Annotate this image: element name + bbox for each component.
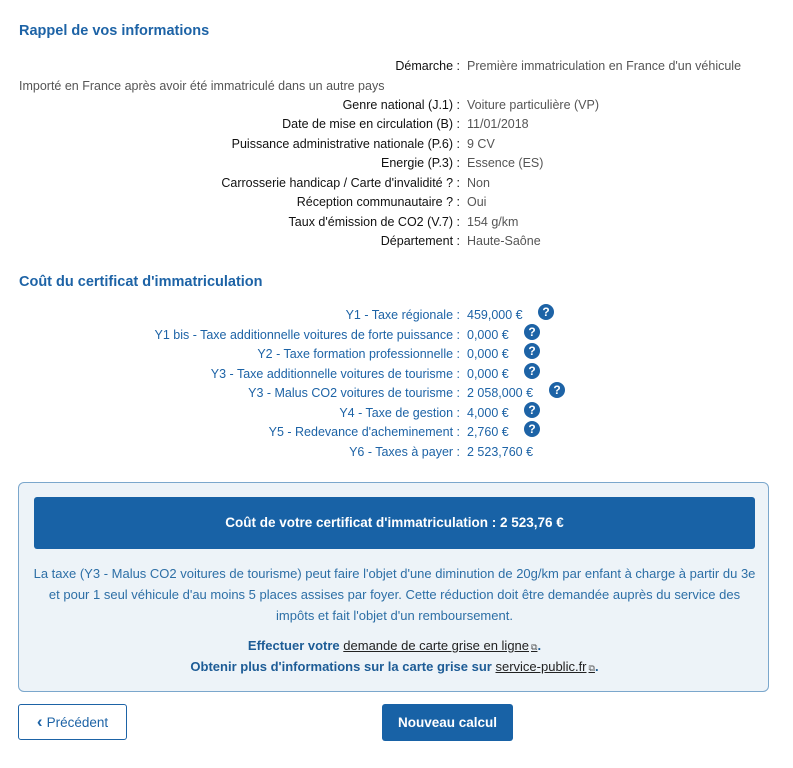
link-text: demande de carte grise en ligne (343, 638, 530, 653)
recap-title: Rappel de vos informations (19, 23, 210, 39)
info-value: 154 g/km (467, 215, 519, 229)
info-value: 11/01/2018 (467, 117, 529, 131)
info-label: Démarche : (395, 59, 460, 73)
help-icon[interactable]: ? (524, 324, 540, 340)
link-text: service-public.fr (495, 659, 587, 674)
help-icon[interactable]: ? (524, 421, 540, 437)
info-row (0, 173, 490, 193)
cost-label: Y3 - Taxe additionnelle voitures de tourisme : (210, 367, 460, 381)
line-text: Obtenir plus d'informations sur la carte grise sur (190, 659, 496, 674)
cost-value: 4,000 € (467, 406, 509, 420)
service-public-line (19, 659, 770, 674)
line-text: . (594, 659, 599, 674)
cost-value: 0,000 € (467, 367, 509, 381)
cost-value: 2,760 € (467, 425, 509, 439)
cost-label: Y3 - Malus CO2 voitures de tourisme : (248, 386, 460, 400)
info-label: Taux d'émission de CO2 (V.7) : (288, 215, 460, 229)
cost-value: 0,000 € (467, 328, 509, 342)
cost-value: 2 523,760 € (467, 445, 534, 459)
info-value: Non (467, 176, 490, 190)
cost-label: Y5 - Redevance d'acheminement : (268, 425, 460, 439)
line-text: . (537, 638, 542, 653)
help-icon[interactable]: ? (524, 343, 540, 359)
info-value: Voiture particulière (VP) (467, 98, 600, 112)
info-row (0, 231, 541, 251)
info-row (0, 134, 495, 154)
info-value: 9 CV (467, 137, 495, 151)
help-icon[interactable]: ? (524, 363, 540, 379)
info-label: Date de mise en circulation (B) : (282, 117, 460, 131)
total-cost-banner: Coût de votre certificat d'immatriculation : 2 523,76 € (34, 497, 755, 549)
cost-title: Coût du certificat d'immatriculation (19, 274, 263, 290)
new-calculation-label: Nouveau calcul (397, 715, 498, 730)
info-row (0, 192, 487, 212)
info-label: Département : (380, 234, 460, 248)
info-row (0, 153, 544, 173)
cost-label: Y2 - Taxe formation professionnelle : (257, 347, 460, 361)
info-value: Haute-Saône (467, 234, 541, 248)
cost-value: 0,000 € (467, 347, 509, 361)
help-icon[interactable]: ? (524, 402, 540, 418)
previous-button[interactable] (18, 704, 127, 740)
info-label: Puissance administrative nationale (P.6) : (231, 137, 460, 151)
external-link-icon: ⧉ (531, 642, 538, 652)
previous-button-label: Précédent (46, 715, 109, 730)
external-link-icon: ⧉ (588, 663, 595, 673)
service-public-link[interactable] (495, 659, 594, 674)
line-text: Effectuer votre (247, 638, 344, 653)
info-value: Essence (ES) (467, 156, 544, 170)
info-label: Energie (P.3) : (381, 156, 460, 170)
info-value: Première immatriculation en France d'un véhicule (467, 59, 742, 73)
chevron-left-icon: ‹ (36, 712, 43, 731)
cost-label: Y1 bis - Taxe additionnelle voitures de forte puissance : (154, 328, 460, 342)
help-icon[interactable]: ? (538, 304, 554, 320)
cost-value: 459,000 € (467, 308, 523, 322)
summary-panel (18, 482, 769, 692)
cost-label: Y6 - Taxes à payer : (349, 445, 460, 459)
info-row (0, 114, 529, 134)
cost-label: Y4 - Taxe de gestion : (339, 406, 460, 420)
info-row-demarche (0, 56, 742, 76)
cost-value: 2 058,000 € (467, 386, 534, 400)
online-request-link[interactable] (343, 638, 537, 653)
info-row (0, 95, 600, 115)
new-calculation-button[interactable] (382, 704, 513, 741)
help-icon[interactable]: ? (549, 382, 565, 398)
info-row (0, 212, 519, 232)
online-request-line (19, 638, 770, 653)
info-label: Carrosserie handicap / Carte d'invalidité ? : (221, 176, 460, 190)
info-value-continued: Importé en France après avoir été immatriculé dans un autre pays (19, 79, 385, 93)
info-label: Réception communautaire ? : (296, 195, 460, 209)
info-value: Oui (467, 195, 487, 209)
cost-label: Y1 - Taxe régionale : (345, 308, 460, 322)
malus-reduction-note: La taxe (Y3 - Malus CO2 voitures de tourisme) peut faire l'objet d'une diminution de 20g/km par enfant à charge à partir du 3e et pour 1 seul véhicule d'au moins 5 places assises par foyer. Cette réduction doit être demandée auprès du service des impôts et fait l'objet d'un remboursement. (33, 566, 756, 623)
info-label: Genre national (J.1) : (342, 98, 460, 112)
